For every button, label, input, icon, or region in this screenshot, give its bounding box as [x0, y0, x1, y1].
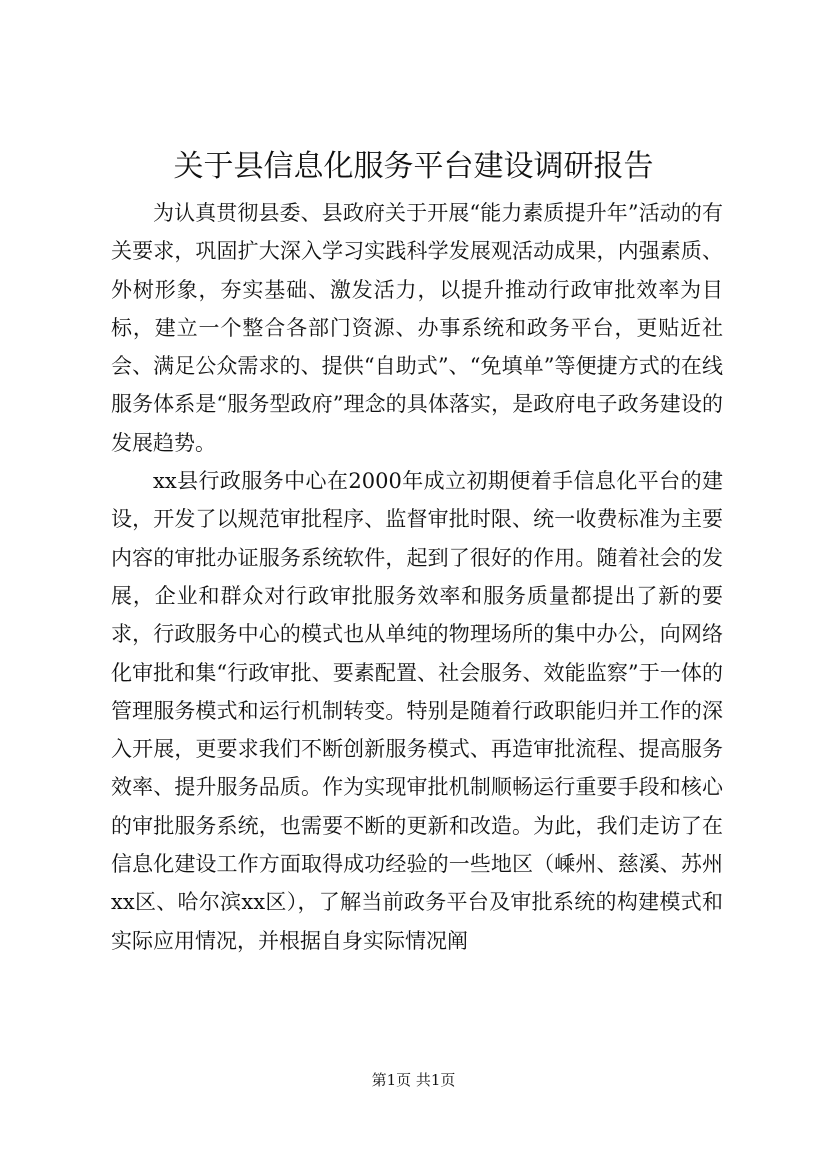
paragraph-intro: 为认真贯彻县委、县政府关于开展“能力素质提升年”活动的有关要求，巩固扩大深入学习实践科学发展观活动成果，内强素质、外树形象，夯实基础、激发活力，以提升推动行政审批效率为目标，建立一个整合各部门资源、办事系统和政务平台，更贴近社会、满足公众需求的、提供“自助式”、“免填单”等便捷方式的在线服务体系是“服务型政府”理念的具体落实，是政府电子政务建设的发展趋势。 [111, 201, 723, 455]
document-title: 关于县信息化服务平台建设调研报告 [173, 149, 654, 184]
page-footer: 第1页 共1页 [371, 1071, 456, 1089]
paragraph-background: xx县行政服务中心在2000年成立初期便着手信息化平台的建设，开发了以规范审批程序、监督审批时限、统一收费标准为主要内容的审批办证服务系统软件，起到了很好的作用。随着社会的发展，企业和群众对行政审批服务效率和服务质量都提出了新的要求，行政服务中心的模式也从单纯的物理场所的集中办公，向网络化审批和集“行政审批、要素配置、社会服务、效能监察”于一体的管理服务模式和运行机制转变。特别是随着行政职能归并工作的深入开展，更要求我们不断创新服务模式、再造审批流程、提高服务效率、提升服务品质。作为实现审批机制顺畅运行重要手段和核心的审批服务系统，也需要不断的更新和改造。为此，我们走访了在信息化建设工作方面取得成功经验的一些地区（嵊州、慈溪、苏州xx区、哈尔滨xx区），了解当前政务平台及审批系统的构建模式和实际应用情况，并根据自身实际情况阐 [111, 469, 723, 953]
document-body [111, 194, 723, 960]
